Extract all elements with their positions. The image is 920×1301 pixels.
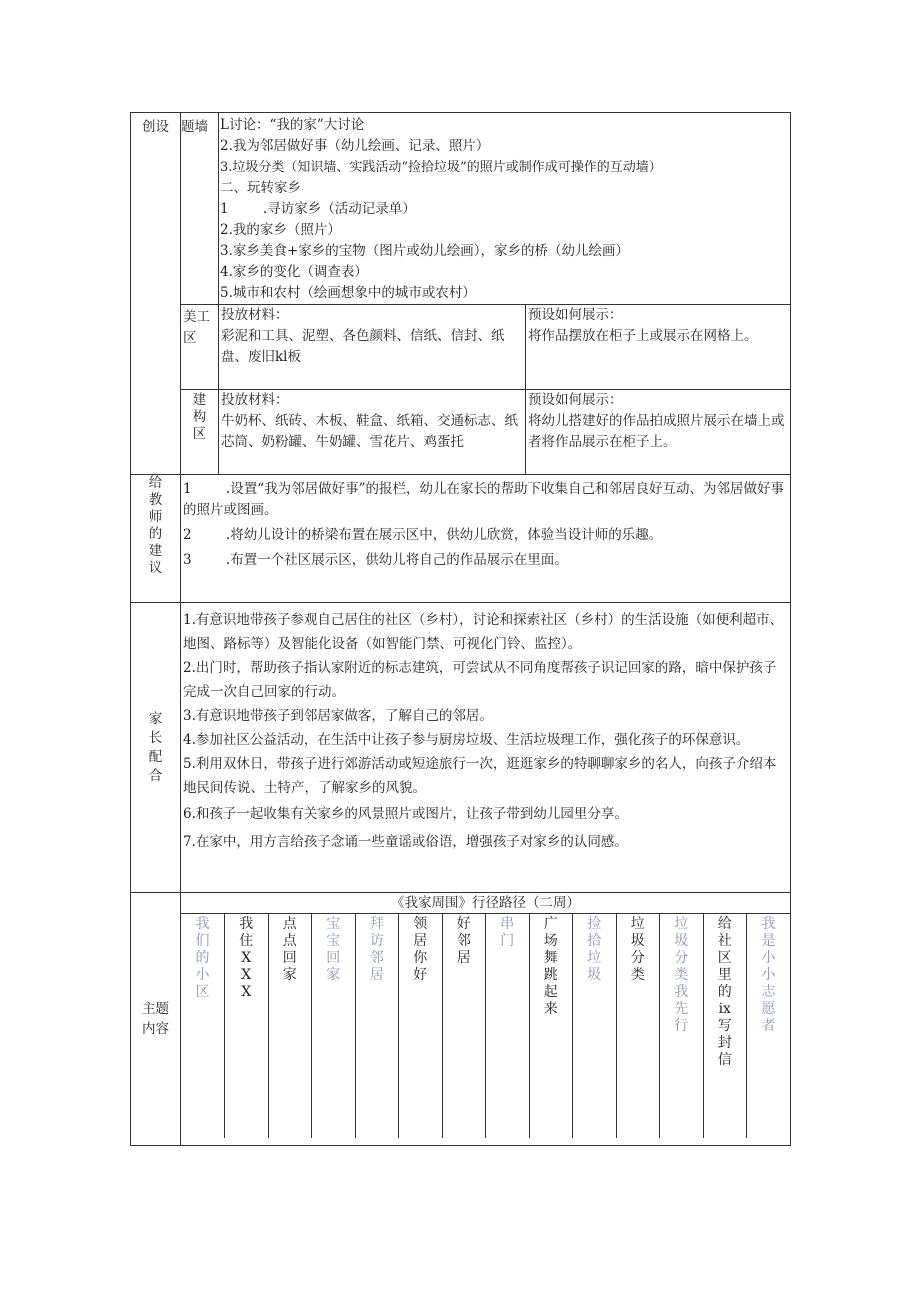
art-materials: 投放材料： 彩泥和工具、泥塑、各色颜料、信纸、信封、纸盘、废旧kl板 (219, 305, 526, 390)
wall-line: 2.我为邻居做好事（幼儿绘画、记录、照片） (220, 138, 490, 154)
plan-table (130, 112, 791, 1146)
route-step-label: 拜访邻居 (369, 916, 384, 983)
route-step (355, 914, 399, 1138)
route-step-label: 垃圾分类 (630, 916, 645, 983)
wall-line: 二、玩转家乡 (220, 180, 301, 196)
parent-item: 2.出门时，帮助孩子指认家附近的标志建筑，可尝试从不同角度帮孩子识记回家的路，暗中保护孩子完成一次自己回家的行动。 (183, 660, 777, 700)
teacher-advice-label: 给教师的建议 (131, 475, 181, 603)
wall-line: 4.家乡的变化（调查表） (220, 264, 368, 280)
wall-line: 3.家乡美食+家乡的宝物（图片或幼儿绘画），家乡的桥（幼儿绘画） (220, 243, 629, 259)
route-step-label: 给社区里的ix写封信 (717, 916, 732, 1068)
route-step (399, 914, 443, 1138)
advice-item: 1 .设置“我为邻居做好事”的报栏，幼儿在家长的帮助下收集自己和邻居良好互动、为邻居做好事的照片或图画。 (183, 481, 785, 518)
route-step-label: 好邻居 (456, 916, 471, 966)
theme-content-label: 主题内容 (131, 893, 181, 1146)
parent-item: 6.和孩子一起收集有关家乡的风景照片或图片，让孩子带到幼儿园里分享。 (183, 806, 628, 822)
route-step (660, 914, 704, 1138)
route-step (573, 914, 617, 1138)
route-step-label: 点点回家 (282, 916, 297, 983)
parent-item: 4.参加社区公益活动，在生活中让孩子参与厨房垃圾、生活垃圾理工作，强化孩子的环保意识。 (183, 732, 750, 748)
wall-line: 5.城市和农村（绘画想象中的城市或农村） (220, 285, 476, 301)
route-step (442, 914, 486, 1138)
route-step (486, 914, 530, 1138)
route-step (225, 914, 269, 1138)
parent-item: 1.有意识地带孩子参观自己居住的社区（乡村），讨论和探索社区（乡村）的生活设施（如便利超市、地图、路标等）及智能化设备（如智能门禁、可视化门铃、监控）。 (183, 612, 784, 652)
parent-item: 3.有意识地带孩子到邻居家做客，了解自己的邻居。 (183, 708, 493, 724)
wall-line: 2.我的家乡（照片） (220, 222, 341, 238)
teacher-advice-content (181, 475, 791, 603)
route-step (747, 914, 791, 1138)
route-step (181, 914, 225, 1138)
wall-line: L讨论：“我的家”大讨论 (220, 117, 365, 133)
route-step (312, 914, 356, 1138)
route-step (529, 914, 573, 1138)
route-step-label: 我是小小志愿者 (761, 916, 776, 1034)
theme-content (181, 893, 791, 1146)
build-area-label: 建构区 (181, 390, 219, 475)
route-step (616, 914, 660, 1138)
wall-content (219, 113, 791, 305)
art-area-label: 美工区 (181, 305, 219, 390)
plan-sheet (130, 112, 790, 1146)
build-materials: 投放材料： 牛奶杯、纸砖、木板、鞋盒、纸箱、交通标志、纸芯筒、奶粉罐、牛奶罐、雪花片、鸡蛋托 (219, 390, 526, 475)
route-step-label: 广场舞跳起来 (543, 916, 558, 1017)
route-step-label: 宝宝回家 (326, 916, 341, 983)
route-step (268, 914, 312, 1138)
section-create-label: 创设 (131, 113, 181, 475)
route-step-label: 领居你好 (413, 916, 428, 983)
wall-label: 题墙 (181, 113, 219, 305)
parent-item: 5.利用双休日，带孩子进行郊游活动或短途旅行一次，逛逛家乡的特聊聊家乡的名人，向孩子介绍本地民间传说、土特产，了解家乡的风貌。 (183, 756, 777, 796)
build-display: 预设如何展示： 将幼儿搭建好的作品拍成照片展示在墙上或者将作品展示在柜子上。 (526, 390, 791, 475)
parent-cooperation-label: 家长配合 (131, 603, 181, 893)
route-step (703, 914, 747, 1138)
route-step-label: 捡拾垃圾 (587, 916, 602, 983)
route-table (181, 914, 790, 1138)
route-step-label: 我们的小区 (195, 916, 210, 1000)
route-step-label: 串门 (500, 916, 515, 949)
route-step-label: 垃圾分类我先行 (674, 916, 689, 1034)
route-step-label: 我住XXX (239, 916, 254, 1000)
wall-line: 3.垃圾分类（知识墙、实践活动“捡拾垃圾”的照片或制作成可操作的互动墙） (220, 160, 662, 175)
parent-cooperation-content (181, 603, 791, 893)
art-display: 预设如何展示： 将作品摆放在柜子上或展示在网格上。 (526, 305, 791, 390)
parent-item: 7.在家中，用方言给孩子念诵一些童谣或俗语，增强孩子对家乡的认同感。 (183, 834, 628, 850)
advice-item: 2 .将幼儿设计的桥梁布置在展示区中，供幼儿欣赏，体验当设计师的乐趣。 (183, 527, 663, 543)
route-title: 《我家周围》行径路径（二周） (181, 893, 790, 914)
advice-item: 3 .布置一个社区展示区，供幼儿将自己的作品展示在里面。 (183, 552, 568, 568)
wall-line: 1 .寻访家乡（活动记录单） (220, 201, 416, 217)
